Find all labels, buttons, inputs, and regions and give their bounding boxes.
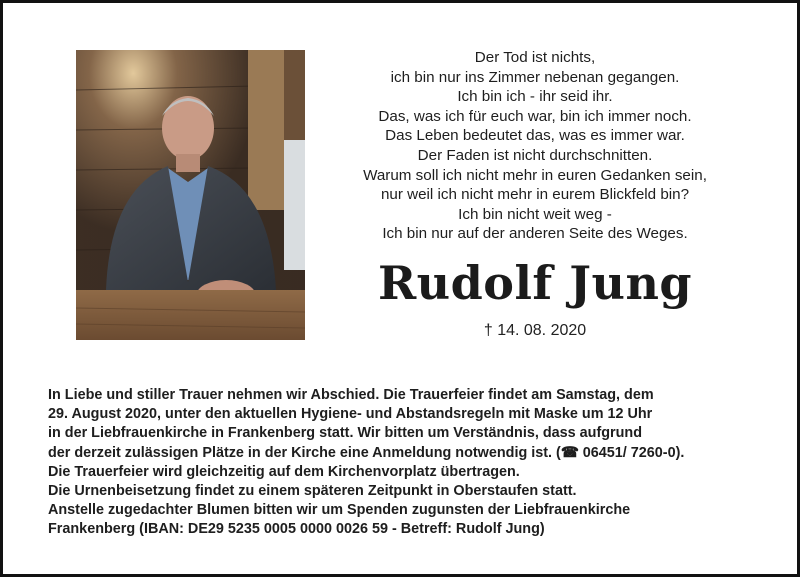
poem-line: nur weil ich nicht mehr in eurem Blickfeld bin? <box>380 186 690 204</box>
announcement-line: In Liebe und stiller Trauer nehmen wir Abschied. Die Trauerfeier findet am Samstag, dem <box>48 387 654 403</box>
death-date: † 14. 08. 2020 <box>483 322 587 339</box>
portrait-photo <box>76 50 305 340</box>
announcement-line: der derzeit zulässigen Plätze in der Kirche eine Anmeldung notwendig ist. (☎ 06451/ 7260-0). <box>48 444 685 461</box>
announcement-text <box>48 386 768 540</box>
poem-line: ich bin nur ins Zimmer nebenan gegangen. <box>390 68 680 86</box>
announcement-line: Anstelle zugedachter Blumen bitten wir um Spenden zugunsten der Liebfrauenkirche <box>48 502 631 519</box>
poem-line: Ich bin nur auf der anderen Seite des Weges. <box>382 225 688 243</box>
poem <box>320 48 750 244</box>
poem-line: Das Leben bedeutet das, was es immer war. <box>385 127 685 145</box>
announcement-line: 29. August 2020, unter den aktuellen Hygiene- und Abstandsregeln mit Maske um 12 Uhr <box>48 406 653 423</box>
announcement-line: in der Liebfrauenkirche in Frankenberg statt. Wir bitten um Verständnis, dass aufgrund <box>48 425 642 442</box>
announcement-line: Frankenberg (IBAN: DE29 5235 0005 0000 0026 59 - Betreff: Rudolf Jung) <box>48 521 545 538</box>
poem-line: Warum soll ich nicht mehr in euren Gedanken sein, <box>363 166 707 184</box>
poem-line: Der Faden ist nicht durchschnitten. <box>417 146 653 164</box>
poem-line: Ich bin ich - ihr seid ihr. <box>457 88 613 106</box>
deceased-name: Rudolf Jung <box>377 256 693 310</box>
poem-line: Der Tod ist nichts, <box>474 49 596 66</box>
poem-line: Das, was ich für euch war, bin ich immer noch. <box>378 107 692 125</box>
poem-line: Ich bin nicht weit weg - <box>458 205 612 223</box>
announcement-line: Die Urnenbeisetzung findet zu einem späteren Zeitpunkt in Oberstaufen statt. <box>48 483 577 500</box>
announcement-line: Die Trauerfeier wird gleichzeitig auf dem Kirchenvorplatz übertragen. <box>48 463 520 480</box>
